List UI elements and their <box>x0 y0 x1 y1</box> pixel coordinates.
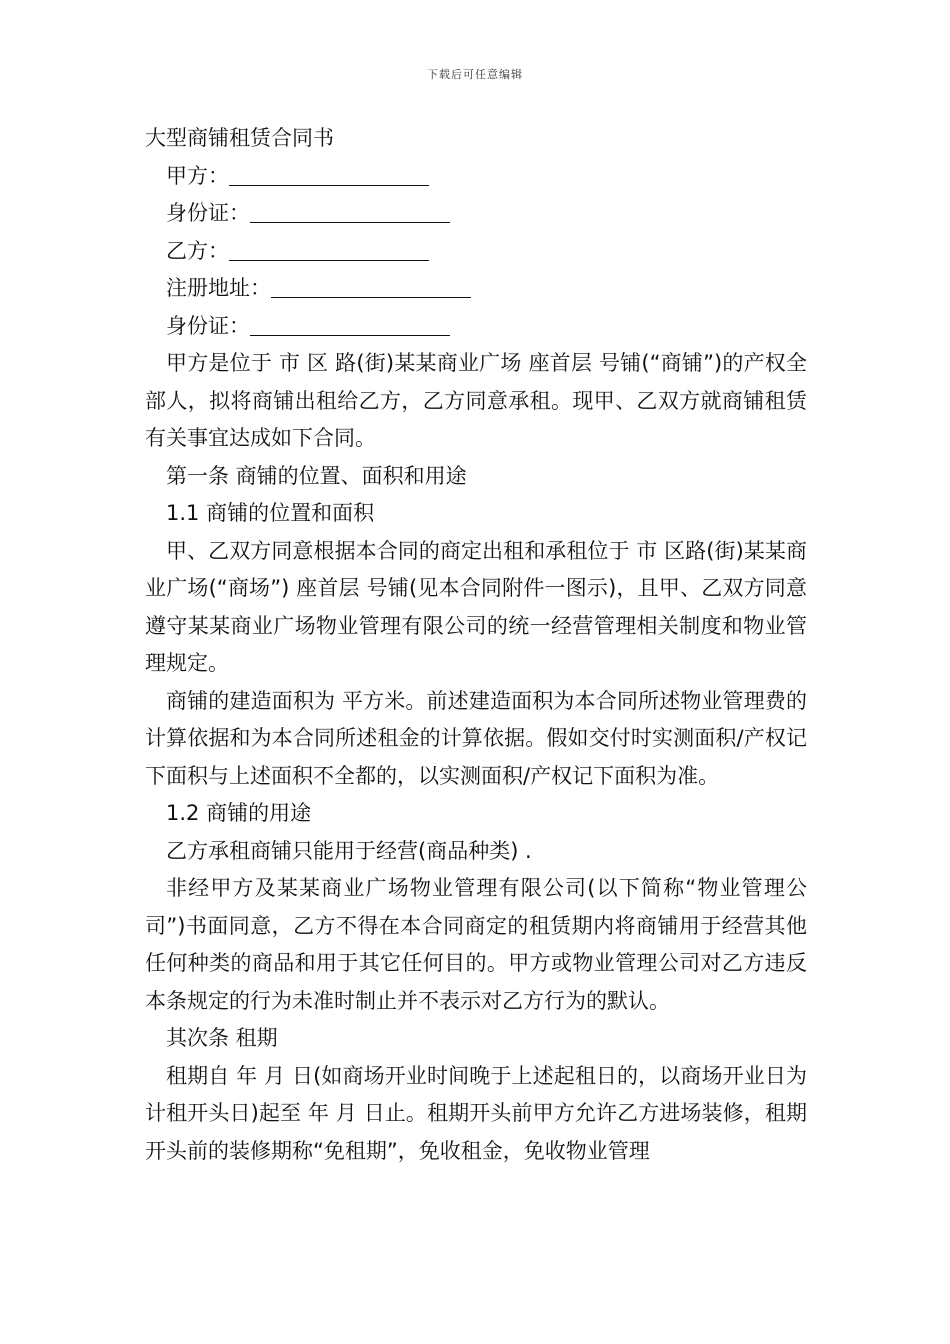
heading-article-1: 第一条 商铺的位置、面积和用途 <box>166 463 467 488</box>
blank-underline <box>229 163 429 186</box>
blank-underline <box>250 200 450 223</box>
paragraph-location: 甲、乙双方同意根据本合同的商定出租和承租位于 市 区路(街)某某商业广场(“商场”) 座首层 号铺(见本合同附件一图示)，且甲、乙双方同意遵守某某商业广场物业管理有限公司的统一经营管理相关制度和物业管理规定。 <box>145 538 807 675</box>
paragraph-usage: 乙方承租商铺只能用于经营(商品种类) . <box>166 838 532 863</box>
field-registered-address <box>145 270 807 308</box>
field-id-a <box>145 195 807 233</box>
field-label: 身份证： <box>166 313 250 338</box>
field-label: 身份证： <box>166 201 250 225</box>
field-label: 甲方： <box>166 163 229 188</box>
blank-underline <box>271 275 471 298</box>
header-note: 下载后可任意编辑 <box>427 68 523 81</box>
document-title: 大型商铺租赁合同书 <box>145 126 334 150</box>
blank-underline <box>250 313 450 336</box>
document-body <box>145 120 807 1170</box>
paragraph-usage-restriction: 非经甲方及某某商业广场物业管理有限公司(以下简称“物业管理公司”)书面同意，乙方不得在本合同商定的租赁期内将商铺用于经营其他任何种类的商品和用于其它任何目的。甲方或物业管理公司对乙方违反本条规定的行为未准时制止并不表示对乙方行为的默认。 <box>145 876 807 1013</box>
paragraph-lease-term: 租期自 年 月 日(如商场开业时间晚于上述起租日的，以商场开业日为计租开头日)起至 年 月 日止。租期开头前甲方允许乙方进场装修，租期开头前的装修期称“免租期”，免收租金，免收物业管理 <box>145 1063 807 1163</box>
paragraph-area: 商铺的建造面积为 平方米。前述建造面积为本合同所述物业管理费的计算依据和为本合同所述租金的计算依据。假如交付时实测面积/产权记下面积与上述面积不全都的，以实测面积/产权记下面积为准。 <box>145 688 807 788</box>
heading-1-2: 1.2 商铺的用途 <box>166 801 312 825</box>
heading-1-1: 1.1 商铺的位置和面积 <box>166 501 375 525</box>
field-party-a <box>145 158 807 196</box>
heading-article-2: 其次条 租期 <box>166 1026 278 1050</box>
field-id-b <box>145 308 807 346</box>
blank-underline <box>229 238 429 261</box>
field-party-b <box>145 233 807 271</box>
field-label: 注册地址： <box>166 276 271 300</box>
field-label: 乙方： <box>166 238 229 263</box>
paragraph-intro: 甲方是位于 市 区 路(街)某某商业广场 座首层 号铺(“商铺”)的产权全部人，拟将商铺出租给乙方，乙方同意承租。现甲、乙双方就商铺租赁有关事宜达成如下合同。 <box>145 351 807 450</box>
